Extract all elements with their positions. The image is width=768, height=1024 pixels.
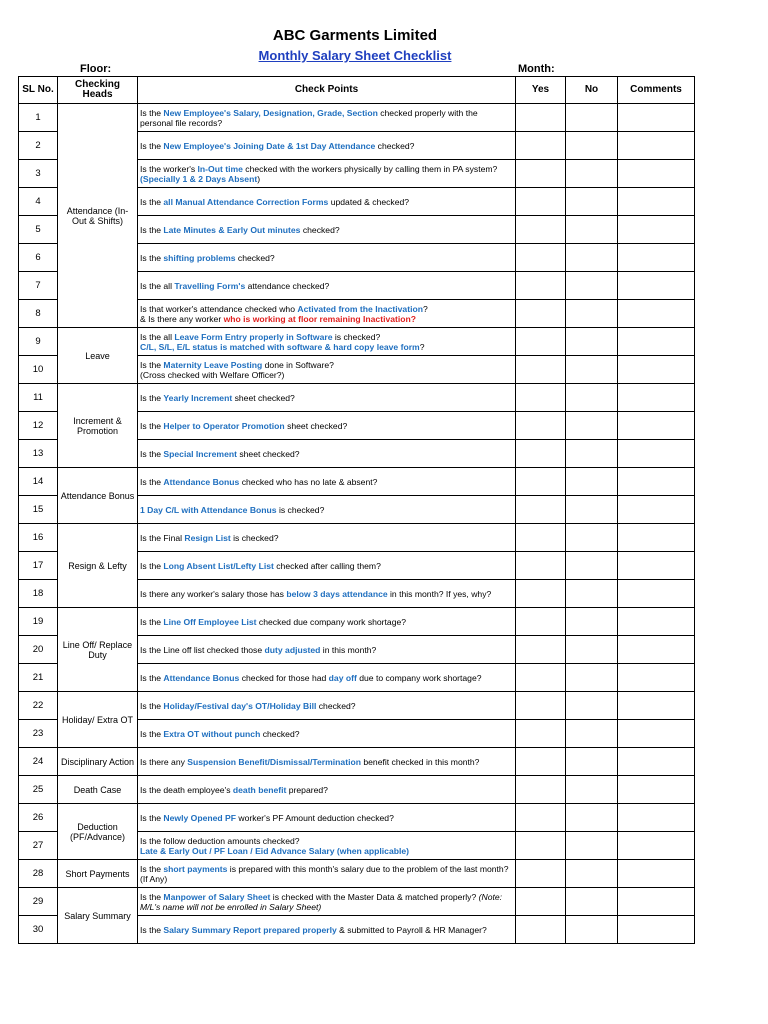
no-cell[interactable] <box>566 608 618 636</box>
sl-no-cell: 12 <box>19 412 58 440</box>
no-cell[interactable] <box>566 216 618 244</box>
no-cell[interactable] <box>566 580 618 608</box>
table-row <box>19 804 695 832</box>
check-point-cell: Is the Maternity Leave Posting done in Software? (Cross checked with Welfare Officer?) <box>138 356 516 384</box>
comments-cell[interactable] <box>618 776 695 804</box>
no-cell[interactable] <box>566 860 618 888</box>
yes-cell[interactable] <box>516 272 566 300</box>
yes-cell[interactable] <box>516 216 566 244</box>
sl-no-cell: 19 <box>19 608 58 636</box>
check-point-cell: Is the Newly Opened PF worker's PF Amount deduction checked? <box>138 804 516 832</box>
yes-cell[interactable] <box>516 104 566 132</box>
comments-cell[interactable] <box>618 468 695 496</box>
comments-cell[interactable] <box>618 160 695 188</box>
check-point-cell: Is the all Manual Attendance Correction Forms updated & checked? <box>138 188 516 216</box>
table-row <box>19 860 695 888</box>
col-comments: Comments <box>618 77 695 104</box>
check-point-cell: Is the follow deduction amounts checked? Late & Early Out / PF Loan / Eid Advance Salary (when applicable) <box>138 832 516 860</box>
comments-cell[interactable] <box>618 412 695 440</box>
sheet-title: Monthly Salary Sheet Checklist <box>258 48 452 63</box>
sl-no-cell: 8 <box>19 300 58 328</box>
comments-cell[interactable] <box>618 692 695 720</box>
check-point-cell: Is the worker's In-Out time checked with the workers physically by calling them in PA system? (Specially 1 & 2 Days Absent) <box>138 160 516 188</box>
check-point-cell: Is the short payments is prepared with this month's salary due to the problem of the last month? (If Any) <box>138 860 516 888</box>
sl-no-cell: 20 <box>19 636 58 664</box>
col-sl-no: SL No. <box>19 77 58 104</box>
no-cell[interactable] <box>566 552 618 580</box>
sl-no-cell: 22 <box>19 692 58 720</box>
check-point-cell: Is the Extra OT without punch checked? <box>138 720 516 748</box>
no-cell[interactable] <box>566 272 618 300</box>
comments-cell[interactable] <box>618 552 695 580</box>
yes-cell[interactable] <box>516 412 566 440</box>
check-point-cell: Is the Special Increment sheet checked? <box>138 440 516 468</box>
no-cell[interactable] <box>566 300 618 328</box>
table-row <box>19 524 695 552</box>
comments-cell[interactable] <box>618 272 695 300</box>
comments-cell[interactable] <box>618 216 695 244</box>
yes-cell[interactable] <box>516 916 566 944</box>
comments-cell[interactable] <box>618 636 695 664</box>
check-point-cell: 1 Day C/L with Attendance Bonus is checked? <box>138 496 516 524</box>
yes-cell[interactable] <box>516 692 566 720</box>
check-point-cell: Is the Holiday/Festival day's OT/Holiday Bill checked? <box>138 692 516 720</box>
checklist-table <box>18 76 695 944</box>
comments-cell[interactable] <box>618 300 695 328</box>
comments-cell[interactable] <box>618 832 695 860</box>
sl-no-cell: 30 <box>19 916 58 944</box>
check-point-cell: Is the Attendance Bonus checked who has no late & absent? <box>138 468 516 496</box>
comments-cell[interactable] <box>618 356 695 384</box>
floor-label: Floor: <box>80 63 112 75</box>
comments-cell[interactable] <box>618 524 695 552</box>
no-cell[interactable] <box>566 244 618 272</box>
no-cell[interactable] <box>566 636 618 664</box>
table-row <box>19 776 695 804</box>
table-row <box>19 328 695 356</box>
checking-head-attendance: Attendance (In-Out & Shifts) <box>58 104 138 328</box>
check-point-cell: Is the Manpower of Salary Sheet is checked with the Master Data & matched properly? (Note: M/L's name will not be enrolled in Salary Sheet) <box>138 888 516 916</box>
comments-cell[interactable] <box>618 916 695 944</box>
no-cell[interactable] <box>566 356 618 384</box>
sl-no-cell: 11 <box>19 384 58 412</box>
yes-cell[interactable] <box>516 720 566 748</box>
comments-cell[interactable] <box>618 860 695 888</box>
sl-no-cell: 24 <box>19 748 58 776</box>
yes-cell[interactable] <box>516 860 566 888</box>
sl-no-cell: 2 <box>19 132 58 160</box>
no-cell[interactable] <box>566 664 618 692</box>
sl-no-cell: 15 <box>19 496 58 524</box>
sl-no-cell: 23 <box>19 720 58 748</box>
no-cell[interactable] <box>566 916 618 944</box>
check-point-cell: Is the all Leave Form Entry properly in Software is checked? C/L, S/L, E/L status is matched with software & hard copy leave form? <box>138 328 516 356</box>
check-point-cell: Is that worker's attendance checked who Activated from the Inactivation? & Is there any worker who is working at floor remaining Inactivation? <box>138 300 516 328</box>
no-cell[interactable] <box>566 104 618 132</box>
sl-no-cell: 1 <box>19 104 58 132</box>
comments-cell[interactable] <box>618 104 695 132</box>
yes-cell[interactable] <box>516 804 566 832</box>
comments-cell[interactable] <box>618 132 695 160</box>
sl-no-cell: 6 <box>19 244 58 272</box>
check-point-cell: Is the Long Absent List/Lefty List checked after calling them? <box>138 552 516 580</box>
no-cell[interactable] <box>566 328 618 356</box>
sl-no-cell: 10 <box>19 356 58 384</box>
yes-cell[interactable] <box>516 664 566 692</box>
yes-cell[interactable] <box>516 384 566 412</box>
col-no: No <box>566 77 618 104</box>
company-name: ABC Garments Limited <box>272 27 438 44</box>
yes-cell[interactable] <box>516 328 566 356</box>
yes-cell[interactable] <box>516 832 566 860</box>
table-row <box>19 104 695 132</box>
yes-cell[interactable] <box>516 888 566 916</box>
yes-cell[interactable] <box>516 552 566 580</box>
table-row <box>19 468 695 496</box>
no-cell[interactable] <box>566 132 618 160</box>
checking-head-holiday: Holiday/ Extra OT <box>58 692 138 748</box>
sl-no-cell: 14 <box>19 468 58 496</box>
check-point-cell: Is the Attendance Bonus checked for those had day off due to company work shortage? <box>138 664 516 692</box>
check-point-cell: Is the death employee's death benefit prepared? <box>138 776 516 804</box>
checking-head-attendance-bonus: Attendance Bonus <box>58 468 138 524</box>
no-cell[interactable] <box>566 832 618 860</box>
table-row <box>19 692 695 720</box>
yes-cell[interactable] <box>516 244 566 272</box>
check-point-cell: Is the Helper to Operator Promotion sheet checked? <box>138 412 516 440</box>
sl-no-cell: 4 <box>19 188 58 216</box>
no-cell[interactable] <box>566 384 618 412</box>
check-point-cell: Is the Final Resign List is checked? <box>138 524 516 552</box>
yes-cell[interactable] <box>516 524 566 552</box>
sl-no-cell: 13 <box>19 440 58 468</box>
checking-head-short-payments: Short Payments <box>58 860 138 888</box>
checking-head-resign: Resign & Lefty <box>58 524 138 608</box>
yes-cell[interactable] <box>516 580 566 608</box>
table-row <box>19 748 695 776</box>
yes-cell[interactable] <box>516 160 566 188</box>
table-row <box>19 608 695 636</box>
table-row <box>19 384 695 412</box>
yes-cell[interactable] <box>516 440 566 468</box>
yes-cell[interactable] <box>516 776 566 804</box>
comments-cell[interactable] <box>618 720 695 748</box>
no-cell[interactable] <box>566 888 618 916</box>
comments-cell[interactable] <box>618 608 695 636</box>
check-point-cell: Is there any worker's salary those has below 3 days attendance in this month? If yes, why? <box>138 580 516 608</box>
check-point-cell: Is the Late Minutes & Early Out minutes checked? <box>138 216 516 244</box>
check-point-cell: Is the all Travelling Form's attendance checked? <box>138 272 516 300</box>
sl-no-cell: 27 <box>19 832 58 860</box>
yes-cell[interactable] <box>516 132 566 160</box>
check-point-cell: Is the New Employee's Salary, Designation, Grade, Section checked properly with the personal file records? <box>138 104 516 132</box>
comments-cell[interactable] <box>618 580 695 608</box>
no-cell[interactable] <box>566 412 618 440</box>
no-cell[interactable] <box>566 720 618 748</box>
sl-no-cell: 9 <box>19 328 58 356</box>
comments-cell[interactable] <box>618 440 695 468</box>
sl-no-cell: 29 <box>19 888 58 916</box>
checking-head-death: Death Case <box>58 776 138 804</box>
sl-no-cell: 26 <box>19 804 58 832</box>
no-cell[interactable] <box>566 496 618 524</box>
check-point-cell: Is there any Suspension Benefit/Dismissal/Termination benefit checked in this month? <box>138 748 516 776</box>
checking-head-deduction: Deduction (PF/Advance) <box>58 804 138 860</box>
comments-cell[interactable] <box>618 748 695 776</box>
check-point-cell: Is the Line Off Employee List checked due company work shortage? <box>138 608 516 636</box>
yes-cell[interactable] <box>516 748 566 776</box>
yes-cell[interactable] <box>516 496 566 524</box>
col-checking-heads: Checking Heads <box>58 77 138 104</box>
table-row <box>19 888 695 916</box>
no-cell[interactable] <box>566 188 618 216</box>
no-cell[interactable] <box>566 776 618 804</box>
check-point-cell: Is the Salary Summary Report prepared properly & submitted to Payroll & HR Manager? <box>138 916 516 944</box>
checking-head-line-off: Line Off/ Replace Duty <box>58 608 138 692</box>
col-yes: Yes <box>516 77 566 104</box>
comments-cell[interactable] <box>618 888 695 916</box>
check-point-cell: Is the Line off list checked those duty adjusted in this month? <box>138 636 516 664</box>
sl-no-cell: 25 <box>19 776 58 804</box>
comments-cell[interactable] <box>618 664 695 692</box>
yes-cell[interactable] <box>516 608 566 636</box>
sl-no-cell: 3 <box>19 160 58 188</box>
month-label: Month: <box>518 63 555 75</box>
checking-head-increment: Increment & Promotion <box>58 384 138 468</box>
check-point-cell: Is the Yearly Increment sheet checked? <box>138 384 516 412</box>
checking-head-disciplinary: Disciplinary Action <box>58 748 138 776</box>
no-cell[interactable] <box>566 804 618 832</box>
no-cell[interactable] <box>566 160 618 188</box>
sl-no-cell: 17 <box>19 552 58 580</box>
yes-cell[interactable] <box>516 636 566 664</box>
no-cell[interactable] <box>566 692 618 720</box>
sl-no-cell: 5 <box>19 216 58 244</box>
sl-no-cell: 16 <box>19 524 58 552</box>
comments-cell[interactable] <box>618 328 695 356</box>
checking-head-salary-summary: Salary Summary <box>58 888 138 944</box>
check-point-cell: Is the New Employee's Joining Date & 1st Day Attendance checked? <box>138 132 516 160</box>
comments-cell[interactable] <box>618 188 695 216</box>
no-cell[interactable] <box>566 468 618 496</box>
no-cell[interactable] <box>566 524 618 552</box>
no-cell[interactable] <box>566 440 618 468</box>
comments-cell[interactable] <box>618 384 695 412</box>
yes-cell[interactable] <box>516 300 566 328</box>
sl-no-cell: 28 <box>19 860 58 888</box>
no-cell[interactable] <box>566 748 618 776</box>
sl-no-cell: 18 <box>19 580 58 608</box>
col-check-points: Check Points <box>138 77 516 104</box>
comments-cell[interactable] <box>618 244 695 272</box>
sl-no-cell: 21 <box>19 664 58 692</box>
check-point-cell: Is the shifting problems checked? <box>138 244 516 272</box>
yes-cell[interactable] <box>516 356 566 384</box>
sl-no-cell: 7 <box>19 272 58 300</box>
checking-head-leave: Leave <box>58 328 138 384</box>
yes-cell[interactable] <box>516 188 566 216</box>
comments-cell[interactable] <box>618 496 695 524</box>
yes-cell[interactable] <box>516 468 566 496</box>
comments-cell[interactable] <box>618 804 695 832</box>
